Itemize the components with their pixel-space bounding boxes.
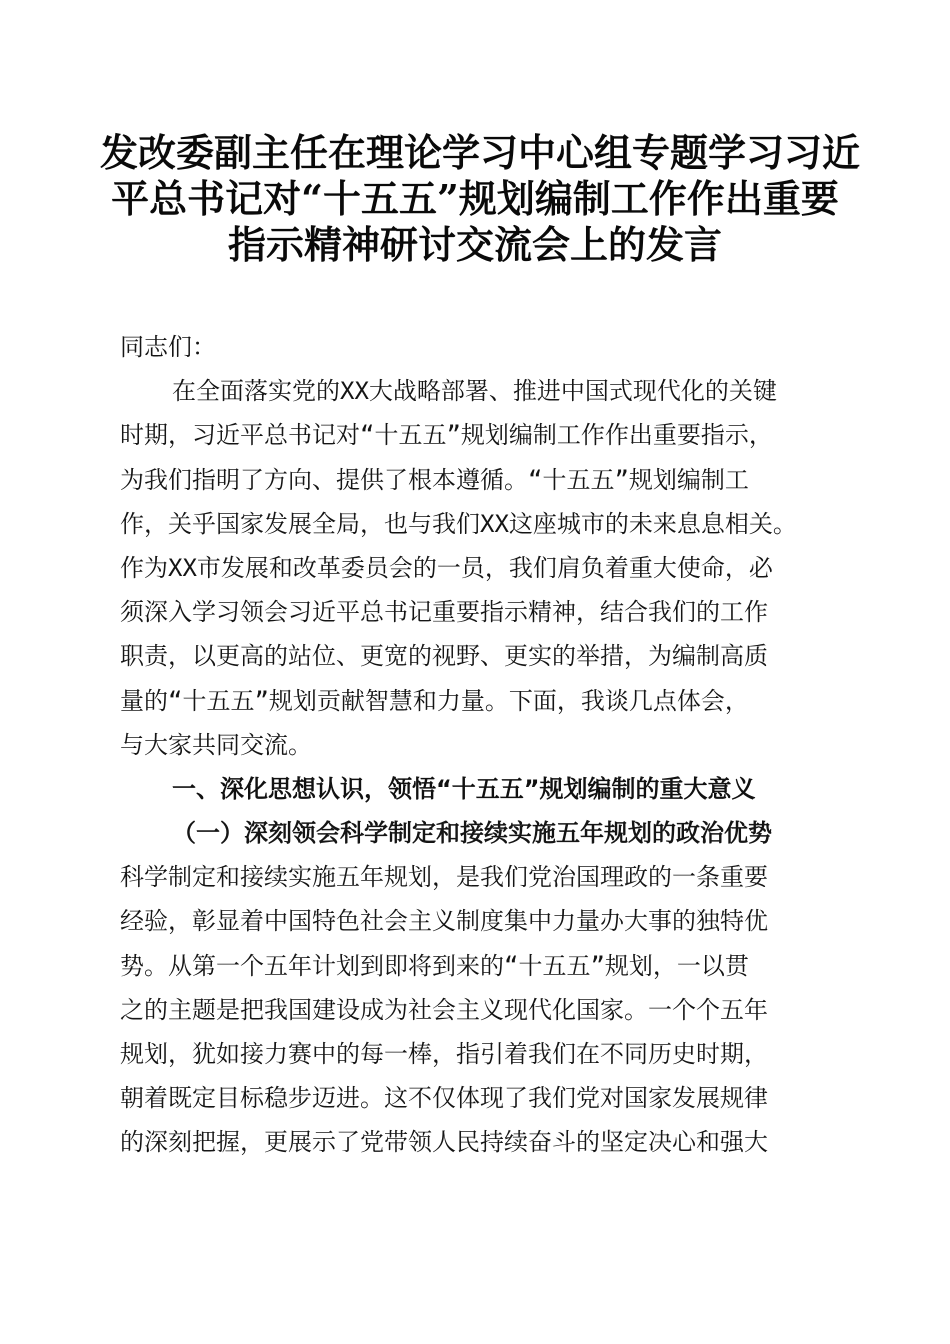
intro-paragraph — [120, 369, 840, 767]
title-line: 发改委副主任在理论学习中心组专题学习习近 — [100, 130, 861, 175]
paragraph-line: 为我们指明了方向、提供了根本遵循。“十五五”规划编制工 — [120, 465, 749, 494]
paragraph-line: 在全面落实党的XX大战略部署、推进中国式现代化的关键 — [172, 377, 777, 406]
paragraph-line: 量的“十五五”规划贡献智慧和力量。下面，我谈几点体会， — [120, 686, 749, 715]
document-title — [100, 130, 861, 268]
paragraph-line: 须深入学习领会习近平总书记重要指示精神，结合我们的工作 — [120, 598, 768, 627]
title-line: 平总书记对“十五五”规划编制工作作出重要 — [111, 176, 839, 221]
paragraph-line: 职责，以更高的站位、更宽的视野、更实的举措，为编制高质 — [120, 642, 768, 671]
paragraph-line: 经验，彰显着中国特色社会主义制度集中力量办大事的独特优 — [120, 907, 768, 936]
paragraph-line: 作为XX市发展和改革委员会的一员，我们肩负着重大使命，必 — [120, 553, 773, 582]
paragraph-line: 规划，犹如接力赛中的每一棒，指引着我们在不同历史时期， — [120, 1040, 768, 1068]
section-heading: 一、深化思想认识，领悟“十五五”规划编制的重大意义 — [172, 774, 756, 803]
paragraph-line: 之的主题是把我国建设成为社会主义现代化国家。一个个五年 — [120, 995, 768, 1024]
title-line: 指示精神研讨交流会上的发言 — [227, 222, 722, 267]
paragraph-line: 朝着既定目标稳步迈进。这不仅体现了我们党对国家发展规律 — [120, 1084, 768, 1113]
paragraph-line: 与大家共同交流。 — [120, 730, 312, 759]
paragraph-line: 科学制定和接续实施五年规划，是我们党治国理政的一条重要 — [120, 863, 768, 892]
paragraph-line: 作，关乎国家发展全局，也与我们XX这座城市的未来息息相关。 — [120, 509, 797, 538]
paragraph-line: 时期，习近平总书记对“十五五”规划编制工作作出重要指示， — [120, 421, 773, 450]
document-body — [120, 325, 840, 1165]
subsection-paragraph — [120, 855, 840, 1164]
subsection-heading: （一）深刻领会科学制定和接续实施五年规划的政治优势 — [172, 819, 772, 848]
paragraph-line: 的深刻把握，更展示了党带领人民持续奋斗的坚定决心和强大 — [120, 1128, 768, 1157]
salutation: 同志们： — [120, 333, 216, 361]
paragraph-line: 势。从第一个五年计划到即将到来的“十五五”规划，一以贯 — [120, 951, 749, 980]
